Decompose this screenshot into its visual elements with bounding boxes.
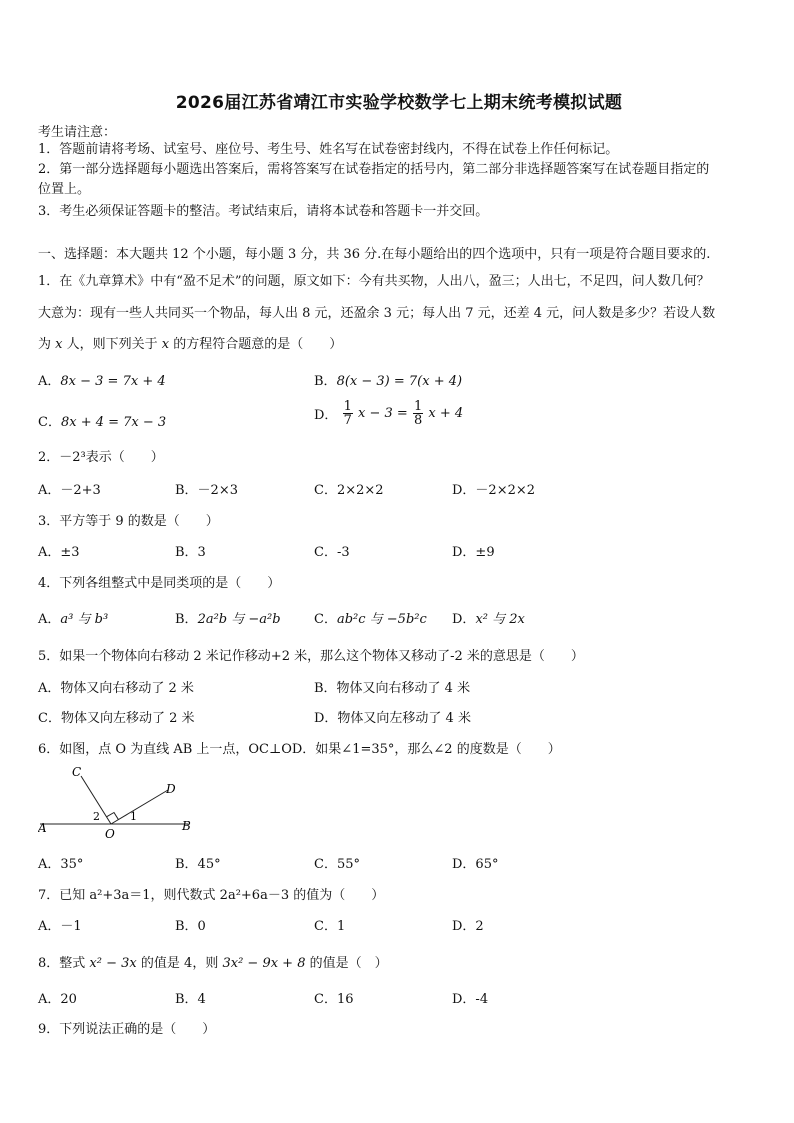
question-5-stem: 5．如果一个物体向右移动 2 米记作移动+2 米，那么这个物体又移动了-2 米的意思是（ ）	[38, 649, 584, 664]
question-6-stem: 6．如图，点 O 为直线 AB 上一点，OC⊥OD．如果∠1=35°，那么∠2 的度数是（ ）	[38, 742, 561, 757]
option-d[interactable]: D．x² 与 2x	[452, 612, 525, 627]
question-7-stem: 7．已知 a²+3a＝1，则代数式 2a²+6a－3 的值为（ ）	[38, 888, 385, 903]
option-a[interactable]: A．8x − 3 = 7x + 4	[38, 374, 166, 389]
question-1-stem: 1．在《九章算术》中有“盈不足术”的问题，原文如下：今有共买物，人出八，盈三；人出七，不足四，问人数几何？	[38, 274, 710, 289]
question-2-options	[38, 479, 760, 499]
label-angle-2: 2	[93, 810, 100, 823]
question-8-stem: 8．整式 x² − 3x 的值是 4，则 3x² − 9x + 8 的值是（ ）	[38, 956, 388, 971]
option-d[interactable]: D．±9	[452, 545, 495, 560]
label-d: D	[166, 782, 176, 796]
notice-item: 1．答题前请将考场、试室号、座位号、考生号、姓名写在试卷密封线内，不得在试卷上作任何标记。	[38, 142, 619, 157]
question-1-stem: 大意为：现有一些人共同买一个物品，每人出 8 元，还盈余 3 元；每人出 7 元，还差 4 元，问人数是多少？若设人数	[38, 306, 716, 321]
right-angle-mark	[107, 813, 119, 820]
option-a[interactable]: A．－2+3	[38, 483, 101, 498]
option-b[interactable]: B．4	[175, 992, 206, 1007]
question-1-options	[38, 370, 760, 390]
option-c[interactable]: C．ab²c 与 −5b²c	[314, 612, 427, 627]
option-b[interactable]: B．物体又向右移动了 4 米	[314, 681, 471, 696]
option-a[interactable]: A．－1	[38, 919, 82, 934]
ray-od	[111, 790, 168, 824]
option-d[interactable]: D． $\frac{1}{7}$ x − 3 = $\frac{1}{8}$ x + 4	[314, 399, 464, 428]
label-o: O	[105, 827, 115, 841]
option-b[interactable]: B．8(x − 3) = 7(x + 4)	[314, 374, 463, 389]
option-d[interactable]: D．2	[452, 919, 484, 934]
label-angle-1: 1	[130, 810, 137, 823]
option-d[interactable]: D．物体又向左移动了 4 米	[314, 711, 471, 726]
option-b[interactable]: B．45°	[175, 857, 221, 872]
option-c[interactable]: C．1	[314, 919, 346, 934]
option-c[interactable]: C．物体又向左移动了 2 米	[38, 711, 195, 726]
question-8-options	[38, 988, 760, 1008]
label-a: A	[38, 821, 47, 835]
option-d[interactable]: D．65°	[452, 857, 499, 872]
option-a[interactable]: A．20	[38, 992, 77, 1007]
option-a[interactable]: A．±3	[38, 545, 80, 560]
option-c[interactable]: C．16	[314, 992, 354, 1007]
angle-figure	[38, 760, 208, 842]
page-title: 2026届江苏省靖江市实验学校数学七上期末统考模拟试题	[175, 93, 623, 113]
option-c[interactable]: C．55°	[314, 857, 360, 872]
question-4-stem: 4．下列各组整式中是同类项的是（ ）	[38, 576, 281, 591]
option-b[interactable]: B．2a²b 与 −a²b	[175, 612, 281, 627]
option-c[interactable]: C．2×2×2	[314, 483, 384, 498]
label-c: C	[72, 765, 82, 779]
option-b[interactable]: B．0	[175, 919, 206, 934]
option-a[interactable]: A．35°	[38, 857, 84, 872]
question-1-options	[38, 399, 760, 430]
question-9-stem: 9．下列说法正确的是（ ）	[38, 1022, 216, 1037]
notice-item: 位置上。	[38, 182, 91, 197]
section-heading: 一、选择题：本大题共 12 个小题，每小题 3 分，共 36 分.在每小题给出的四个选项中，只有一项是符合题目要求的.	[38, 247, 711, 262]
question-4-options	[38, 608, 760, 628]
question-7-options	[38, 915, 760, 935]
option-d[interactable]: D．－2×2×2	[452, 483, 536, 498]
question-5-options	[38, 707, 760, 727]
option-d[interactable]: D．-4	[452, 992, 489, 1007]
question-3-stem: 3．平方等于 9 的数是（ ）	[38, 514, 219, 529]
notice-heading: 考生请注意：	[38, 125, 117, 140]
option-c[interactable]: C．-3	[314, 545, 350, 560]
question-3-options	[38, 541, 760, 561]
option-c[interactable]: C．8x + 4 = 7x − 3	[38, 415, 167, 430]
option-b[interactable]: B．3	[175, 545, 206, 560]
option-b[interactable]: B．－2×3	[175, 483, 238, 498]
question-1-stem: 为 x 人，则下列关于 x 的方程符合题意的是（ ）	[38, 337, 343, 352]
option-a[interactable]: A．a³ 与 b³	[38, 612, 109, 627]
question-6-options	[38, 853, 760, 873]
notice-item: 3．考生必须保证答题卡的整洁。考试结束后，请将本试卷和答题卡一并交回。	[38, 204, 489, 219]
question-5-options	[38, 677, 760, 697]
question-2-stem: 2．－2³表示（ ）	[38, 450, 164, 465]
option-a[interactable]: A．物体又向右移动了 2 米	[38, 681, 194, 696]
notice-item: 2．第一部分选择题每小题选出答案后，需将答案写在试卷指定的括号内，第二部分非选择题答案写在试卷题目指定的	[38, 162, 710, 177]
label-b: B	[182, 819, 191, 833]
